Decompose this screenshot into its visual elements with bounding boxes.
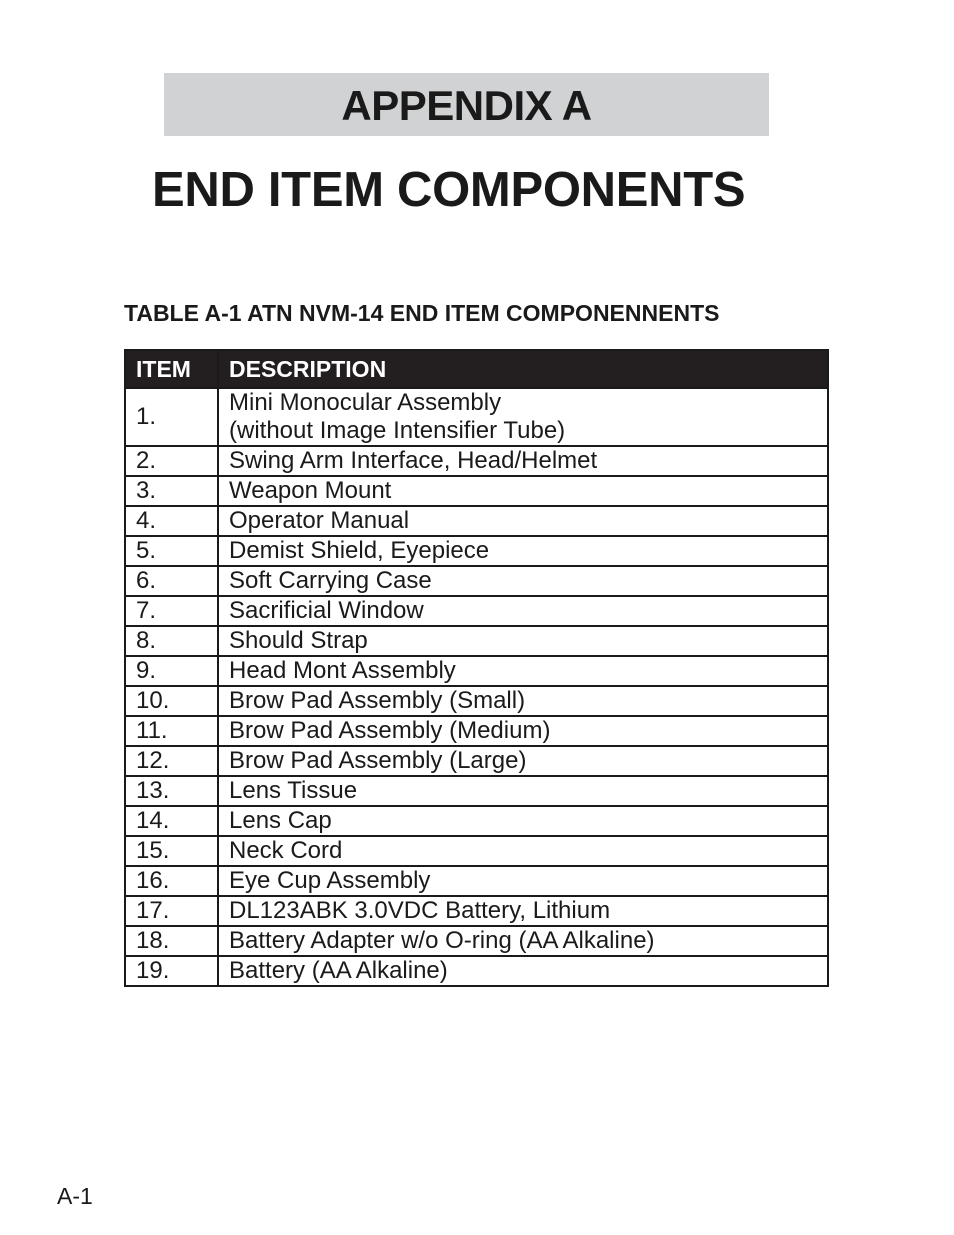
table-row <box>125 446 828 476</box>
item-description-cell <box>218 896 828 926</box>
description-line: (without Image Intensifier Tube) <box>229 417 566 444</box>
table-header <box>125 350 828 388</box>
description-line: Brow Pad Assembly (Small) <box>229 687 526 714</box>
table-row <box>125 536 828 566</box>
table-row <box>125 806 828 836</box>
table-row <box>125 388 828 446</box>
item-description-cell <box>218 388 828 446</box>
item-description-cell <box>218 746 828 776</box>
item-description-cell <box>218 536 828 566</box>
item-number-cell: 2. <box>125 446 218 476</box>
table-row <box>125 656 828 686</box>
appendix-label: APPENDIX A <box>341 82 592 129</box>
description-line: Demist Shield, Eyepiece <box>229 537 490 564</box>
table-row <box>125 746 828 776</box>
item-number-cell: 12. <box>125 746 218 776</box>
column-header-item: ITEM <box>125 350 218 388</box>
item-number-cell: 18. <box>125 926 218 956</box>
item-number-cell: 4. <box>125 506 218 536</box>
description-line: Mini Monocular Assembly <box>229 389 502 416</box>
item-description-cell <box>218 596 828 626</box>
description-line: Head Mont Assembly <box>229 657 456 684</box>
item-number-cell: 11. <box>125 716 218 746</box>
table-body <box>125 388 828 986</box>
description-line: Swing Arm Interface, Head/Helmet <box>229 447 598 474</box>
item-number-cell: 10. <box>125 686 218 716</box>
description-line: Brow Pad Assembly (Medium) <box>229 717 551 744</box>
item-number-cell: 9. <box>125 656 218 686</box>
page-title: END ITEM COMPONENTS <box>152 163 746 217</box>
table-row <box>125 566 828 596</box>
description-line: Battery Adapter w/o O-ring (AA Alkaline) <box>229 927 655 954</box>
item-number-cell: 3. <box>125 476 218 506</box>
item-description-cell <box>218 866 828 896</box>
item-description-cell <box>218 566 828 596</box>
item-description-cell <box>218 656 828 686</box>
appendix-banner <box>164 73 769 136</box>
description-line: Lens Tissue <box>229 777 358 804</box>
table-row <box>125 716 828 746</box>
item-description-cell <box>218 956 828 986</box>
item-description-cell <box>218 446 828 476</box>
description-line: Sacrificial Window <box>229 597 424 624</box>
item-description-cell <box>218 506 828 536</box>
item-description-cell <box>218 926 828 956</box>
description-line: Operator Manual <box>229 507 410 534</box>
item-description-cell <box>218 626 828 656</box>
column-header-description: DESCRIPTION <box>218 350 828 388</box>
item-number-cell: 7. <box>125 596 218 626</box>
item-description-cell <box>218 716 828 746</box>
table-row <box>125 506 828 536</box>
item-description-cell <box>218 476 828 506</box>
item-description-cell <box>218 776 828 806</box>
table-row <box>125 596 828 626</box>
item-number-cell: 6. <box>125 566 218 596</box>
table-row <box>125 626 828 656</box>
table-row <box>125 866 828 896</box>
item-description-cell <box>218 836 828 866</box>
item-number-cell: 16. <box>125 866 218 896</box>
table-caption: TABLE A-1 ATN NVM-14 END ITEM COMPONENNENTS <box>124 300 720 326</box>
table-row <box>125 956 828 986</box>
description-line: Weapon Mount <box>229 477 392 504</box>
item-description-cell <box>218 686 828 716</box>
components-table <box>124 349 829 987</box>
table-row <box>125 836 828 866</box>
table-row <box>125 776 828 806</box>
description-line: Eye Cup Assembly <box>229 867 431 894</box>
table-header-row <box>125 350 828 388</box>
item-number-cell: 13. <box>125 776 218 806</box>
table-row <box>125 476 828 506</box>
table-row <box>125 896 828 926</box>
description-line: Should Strap <box>229 627 368 654</box>
table-row <box>125 926 828 956</box>
page-number: A-1 <box>57 1183 93 1209</box>
description-line: Brow Pad Assembly (Large) <box>229 747 527 774</box>
item-number-cell: 19. <box>125 956 218 986</box>
description-line: Lens Cap <box>229 807 332 834</box>
description-line: Neck Cord <box>229 837 343 864</box>
description-line: Soft Carrying Case <box>229 567 432 594</box>
item-number-cell: 5. <box>125 536 218 566</box>
item-number-cell: 1. <box>125 388 218 446</box>
table-row <box>125 686 828 716</box>
item-number-cell: 8. <box>125 626 218 656</box>
item-number-cell: 17. <box>125 896 218 926</box>
item-number-cell: 14. <box>125 806 218 836</box>
description-line: DL123ABK 3.0VDC Battery, Lithium <box>229 897 611 924</box>
item-description-cell <box>218 806 828 836</box>
item-number-cell: 15. <box>125 836 218 866</box>
description-line: Battery (AA Alkaline) <box>229 957 448 984</box>
